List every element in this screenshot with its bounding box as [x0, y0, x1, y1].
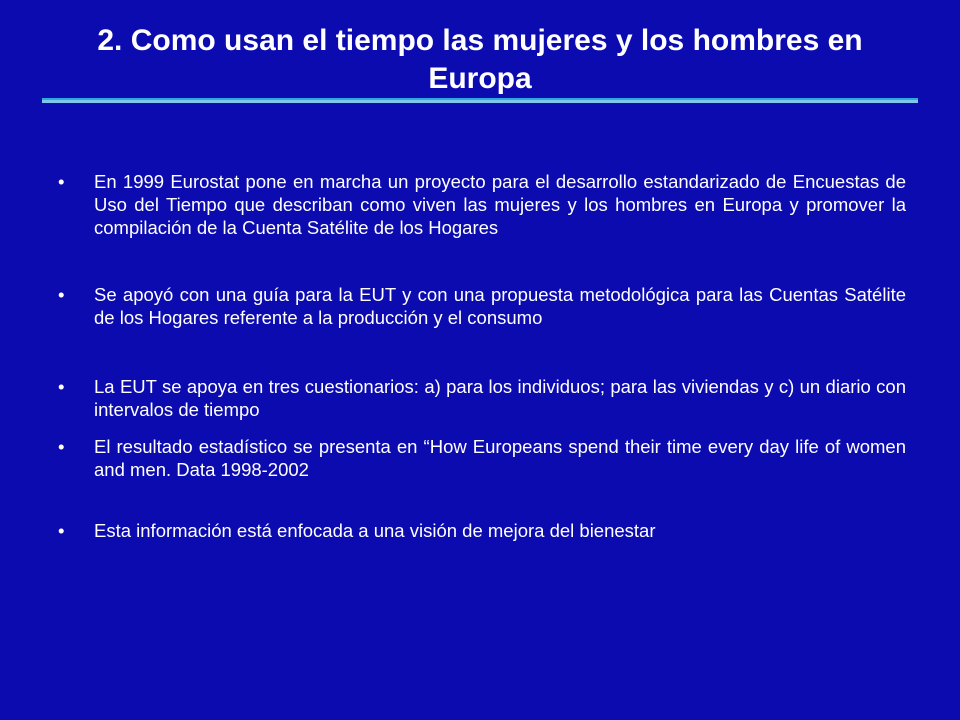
slide-title: 2. Como usan el tiempo las mujeres y los hombres en Europa [97, 24, 863, 95]
bullet-list [58, 170, 906, 542]
bullet-item: • Esta información está enfocada a una visión de mejora del bienestar [58, 519, 906, 542]
title-underline [42, 98, 918, 103]
bullet-item: • En 1999 Eurostat pone en marcha un proyecto para el desarrollo estandarizado de Encuestas de Uso del Tiempo que describan como viven las mujeres y los hombres en Europa y promover la compilación de la Cuenta Satélite de los Hogares [58, 170, 906, 239]
bullet-item: • Se apoyó con una guía para la EUT y con una propuesta metodológica para las Cuentas Satélite de los Hogares referente a la producción y el consumo [58, 283, 906, 329]
bullet-item: • El resultado estadístico se presenta en “How Europeans spend their time every day life of women and men. Data 1998-2002 [58, 435, 906, 481]
bullet-item: • La EUT se apoya en tres cuestionarios: a) para los individuos; para las viviendas y c) un diario con intervalos de tiempo [58, 375, 906, 421]
